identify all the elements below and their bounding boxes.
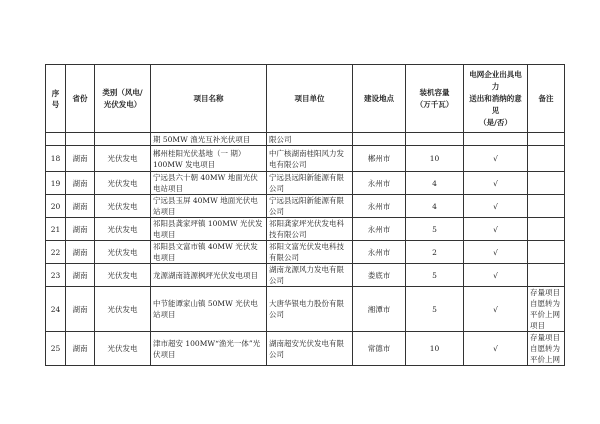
table-row <box>46 133 565 146</box>
cell-category: 光伏发电 <box>95 218 151 241</box>
cell-capacity <box>406 133 464 146</box>
cell-remarks <box>528 264 565 287</box>
cell-category: 光伏发电 <box>95 264 151 287</box>
project-table <box>45 64 565 366</box>
cell-project-name: 祁阳县龚家坪镇 100MW 光伏发电项目 <box>151 218 267 241</box>
cell-location: 娄底市 <box>353 264 406 287</box>
cell-index: 23 <box>46 264 66 287</box>
header-capacity-line2: （万千瓦） <box>415 99 454 109</box>
cell-project-name: 郴州桂阳光伏基地（一 期）100MW 发电项目 <box>151 146 267 172</box>
cell-company: 宁远县远阳新能源有限公司 <box>267 172 353 195</box>
cell-province: 湖南 <box>66 332 95 366</box>
cell-location: 郴州市 <box>353 146 406 172</box>
cell-project-name: 期 50MW 渔光互补光伏项目 <box>151 133 267 146</box>
cell-project-name: 中节能谭家山镇 50MW 光伏电站项目 <box>151 287 267 332</box>
header-company: 项目单位 <box>267 65 353 133</box>
cell-location <box>353 133 406 146</box>
cell-capacity: 5 <box>406 264 464 287</box>
cell-opinion: √ <box>464 146 528 172</box>
cell-capacity: 4 <box>406 195 464 218</box>
cell-opinion: √ <box>464 287 528 332</box>
cell-index: 20 <box>46 195 66 218</box>
cell-province <box>66 133 95 146</box>
cell-location: 永州市 <box>353 195 406 218</box>
cell-remarks <box>528 195 565 218</box>
cell-category: 光伏发电 <box>95 287 151 332</box>
table-row <box>46 241 565 264</box>
cell-opinion: √ <box>464 264 528 287</box>
header-capacity <box>406 65 464 133</box>
cell-province: 湖南 <box>66 172 95 195</box>
cell-index <box>46 133 66 146</box>
cell-province: 湖南 <box>66 264 95 287</box>
cell-remarks <box>528 146 565 172</box>
cell-remarks <box>528 133 565 146</box>
cell-opinion: √ <box>464 195 528 218</box>
table-row <box>46 195 565 218</box>
header-opinion-line1: 电网企业出具电力 <box>469 69 522 91</box>
cell-project-name: 宁远县六十朝 40MW 地面光伏电站项目 <box>151 172 267 195</box>
table-row <box>46 332 565 366</box>
cell-remarks: 存量项目自愿转为平价上网 <box>528 332 565 366</box>
header-opinion-line2: 送出和消纳的意见 <box>469 93 522 115</box>
cell-location: 永州市 <box>353 241 406 264</box>
cell-capacity: 4 <box>406 172 464 195</box>
cell-index: 21 <box>46 218 66 241</box>
header-index: 序号 <box>46 65 66 133</box>
cell-capacity: 10 <box>406 146 464 172</box>
cell-opinion <box>464 133 528 146</box>
header-project-name: 项目名称 <box>151 65 267 133</box>
cell-province: 湖南 <box>66 146 95 172</box>
cell-province: 湖南 <box>66 195 95 218</box>
table-row <box>46 146 565 172</box>
cell-location: 湘潭市 <box>353 287 406 332</box>
cell-project-name: 祁阳县文富市镇 40MW 光伏发电项目 <box>151 241 267 264</box>
table-row <box>46 172 565 195</box>
cell-category: 光伏发电 <box>95 241 151 264</box>
table-header-row <box>46 65 565 133</box>
cell-company: 祁阳文富光伏发电科技有限公司 <box>267 241 353 264</box>
table-row <box>46 287 565 332</box>
cell-capacity: 2 <box>406 241 464 264</box>
cell-company: 湖南超安光伏发电有限公司 <box>267 332 353 366</box>
cell-project-name: 津市超安 100MW“渔光一体”光伏项目 <box>151 332 267 366</box>
cell-index: 24 <box>46 287 66 332</box>
cell-opinion: √ <box>464 172 528 195</box>
header-province: 省份 <box>66 65 95 133</box>
cell-project-name: 龙源湖南涟源枫坪光伏发电项目 <box>151 264 267 287</box>
cell-category: 光伏发电 <box>95 195 151 218</box>
cell-index: 19 <box>46 172 66 195</box>
cell-remarks <box>528 218 565 241</box>
cell-location: 永州市 <box>353 218 406 241</box>
cell-opinion: √ <box>464 218 528 241</box>
cell-company: 祁阳龚家坪光伏发电科技有限公司 <box>267 218 353 241</box>
table-row <box>46 264 565 287</box>
header-location: 建设地点 <box>353 65 406 133</box>
cell-location: 常德市 <box>353 332 406 366</box>
cell-location: 永州市 <box>353 172 406 195</box>
cell-category <box>95 133 151 146</box>
cell-capacity: 5 <box>406 218 464 241</box>
cell-company: 中广核湖南桂阳风力发电有限公司 <box>267 146 353 172</box>
cell-province: 湖南 <box>66 241 95 264</box>
cell-province: 湖南 <box>66 218 95 241</box>
cell-capacity: 10 <box>406 332 464 366</box>
cell-remarks: 存量项目自愿转为平价上网项目 <box>528 287 565 332</box>
cell-category: 光伏发电 <box>95 146 151 172</box>
cell-project-name: 宁远县玉屏 40MW 地面光伏电站项目 <box>151 195 267 218</box>
cell-category: 光伏发电 <box>95 332 151 366</box>
header-opinion-line3: （是/否） <box>479 117 512 127</box>
cell-remarks <box>528 172 565 195</box>
cell-index: 22 <box>46 241 66 264</box>
cell-province: 湖南 <box>66 287 95 332</box>
cell-category: 光伏发电 <box>95 172 151 195</box>
cell-index: 25 <box>46 332 66 366</box>
header-capacity-line1: 装机容量 <box>419 87 450 97</box>
cell-company: 宁远县远阳新能源有限公司 <box>267 195 353 218</box>
cell-capacity: 5 <box>406 287 464 332</box>
cell-company: 大唐华银电力股份有限公司 <box>267 287 353 332</box>
header-remarks: 备注 <box>528 65 565 133</box>
cell-opinion: √ <box>464 332 528 366</box>
table-row <box>46 218 565 241</box>
header-category-line2: 光伏发电） <box>103 99 142 109</box>
header-opinion <box>464 65 528 133</box>
cell-company: 湖南龙源风力发电有限公司 <box>267 264 353 287</box>
header-category <box>95 65 151 133</box>
cell-company: 限公司 <box>267 133 353 146</box>
header-category-line1: 类别（风电/ <box>102 87 143 97</box>
cell-opinion: √ <box>464 241 528 264</box>
cell-remarks <box>528 241 565 264</box>
cell-index: 18 <box>46 146 66 172</box>
